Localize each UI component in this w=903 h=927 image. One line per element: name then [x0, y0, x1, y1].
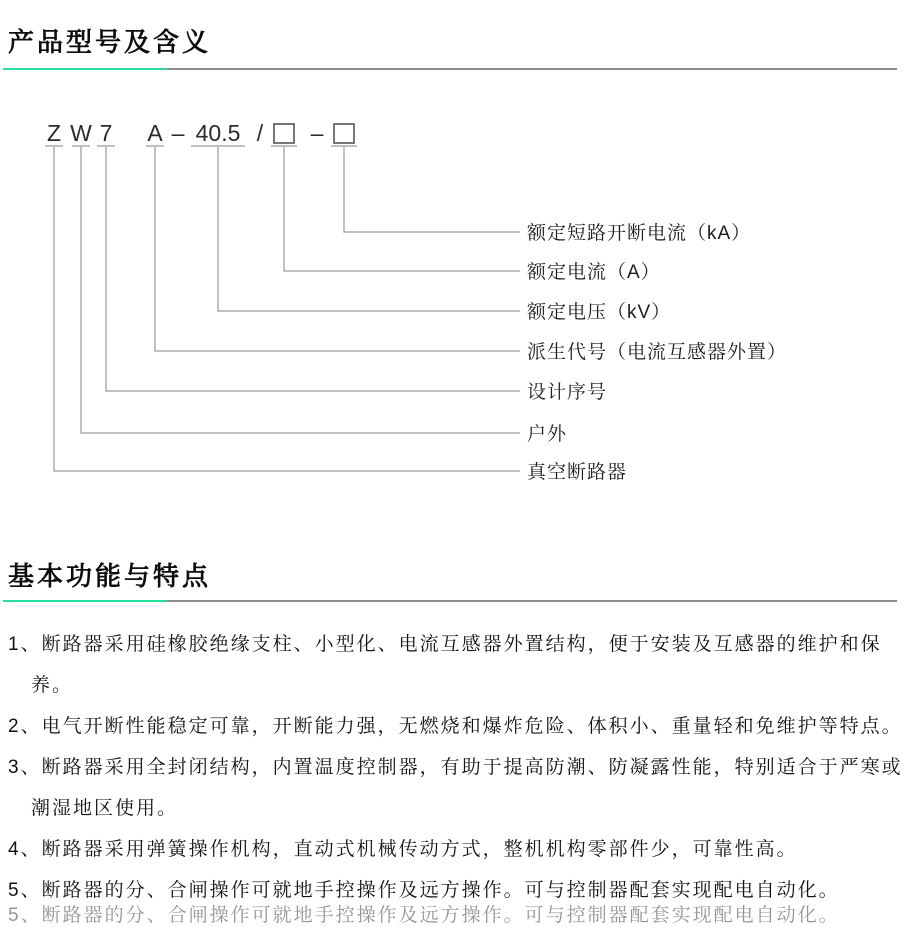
label-outdoor: 户外	[527, 424, 568, 445]
label-derived-code: 派生代号（电流互感器外置）	[527, 342, 788, 363]
placeholder-box-breaking-current	[334, 124, 354, 143]
feature-item-2: 2、电气开断性能稳定可靠，开断能力强，无燃烧和爆炸危险、体积小、重量轻和免维护等特点。	[8, 716, 903, 737]
model-dash-1: –	[171, 120, 185, 146]
connector-rated-voltage	[218, 147, 520, 311]
label-rated-current: 额定电流（A）	[527, 262, 661, 283]
model-slash: /	[256, 120, 264, 146]
model-voltage-value: 40.5	[195, 120, 241, 146]
connector-design-serial	[106, 147, 520, 391]
connector-rated-current	[284, 147, 520, 271]
connector-breaking-current	[344, 147, 520, 232]
feature-item-4: 4、断路器采用弹簧操作机构，直动式机械传动方式，整机机构零部件少，可靠性高。	[8, 839, 798, 860]
placeholder-box-current	[274, 124, 294, 143]
feature-item-1-line-2: 养。	[31, 675, 74, 696]
feature-item-3-line-2: 潮湿地区使用。	[31, 798, 179, 819]
connector-vacuum-breaker	[54, 147, 520, 471]
divider-accent-segment	[3, 600, 167, 602]
section-divider	[3, 600, 897, 602]
divider-gray-segment	[167, 600, 897, 602]
feature-item-1-line-1: 1、断路器采用硅橡胶绝缘支柱、小型化、电流互感器外置结构，便于安装及互感器的维护和保	[8, 634, 882, 655]
clipped-bottom-text-line: 5、断路器的分、合闸操作可就地手控操作及远方操作。可与控制器配套实现配电自动化。	[8, 905, 840, 926]
connector-derived-code	[155, 147, 520, 351]
model-dash-2: –	[310, 120, 324, 146]
label-vacuum-breaker: 真空断路器	[527, 462, 628, 483]
model-char-7: 7	[99, 120, 113, 146]
label-breaking-current: 额定短路开断电流（kA）	[527, 223, 752, 244]
feature-item-5: 5、断路器的分、合闸操作可就地手控操作及远方操作。可与控制器配套实现配电自动化。	[8, 880, 840, 901]
section-title-features: 基本功能与特点	[8, 561, 212, 591]
feature-item-3-line-1: 3、断路器采用全封闭结构，内置温度控制器，有助于提高防潮、防凝露性能，特别适合于严寒或	[8, 757, 903, 778]
model-char-z: Z	[46, 120, 62, 146]
connector-outdoor	[81, 147, 520, 433]
section-title-model-meaning: 产品型号及含义	[8, 27, 212, 57]
label-design-serial: 设计序号	[527, 382, 608, 403]
features-list	[8, 624, 903, 926]
model-char-a: A	[147, 120, 163, 146]
label-rated-voltage: 额定电压（kV）	[527, 302, 672, 323]
model-char-w: W	[70, 120, 92, 146]
